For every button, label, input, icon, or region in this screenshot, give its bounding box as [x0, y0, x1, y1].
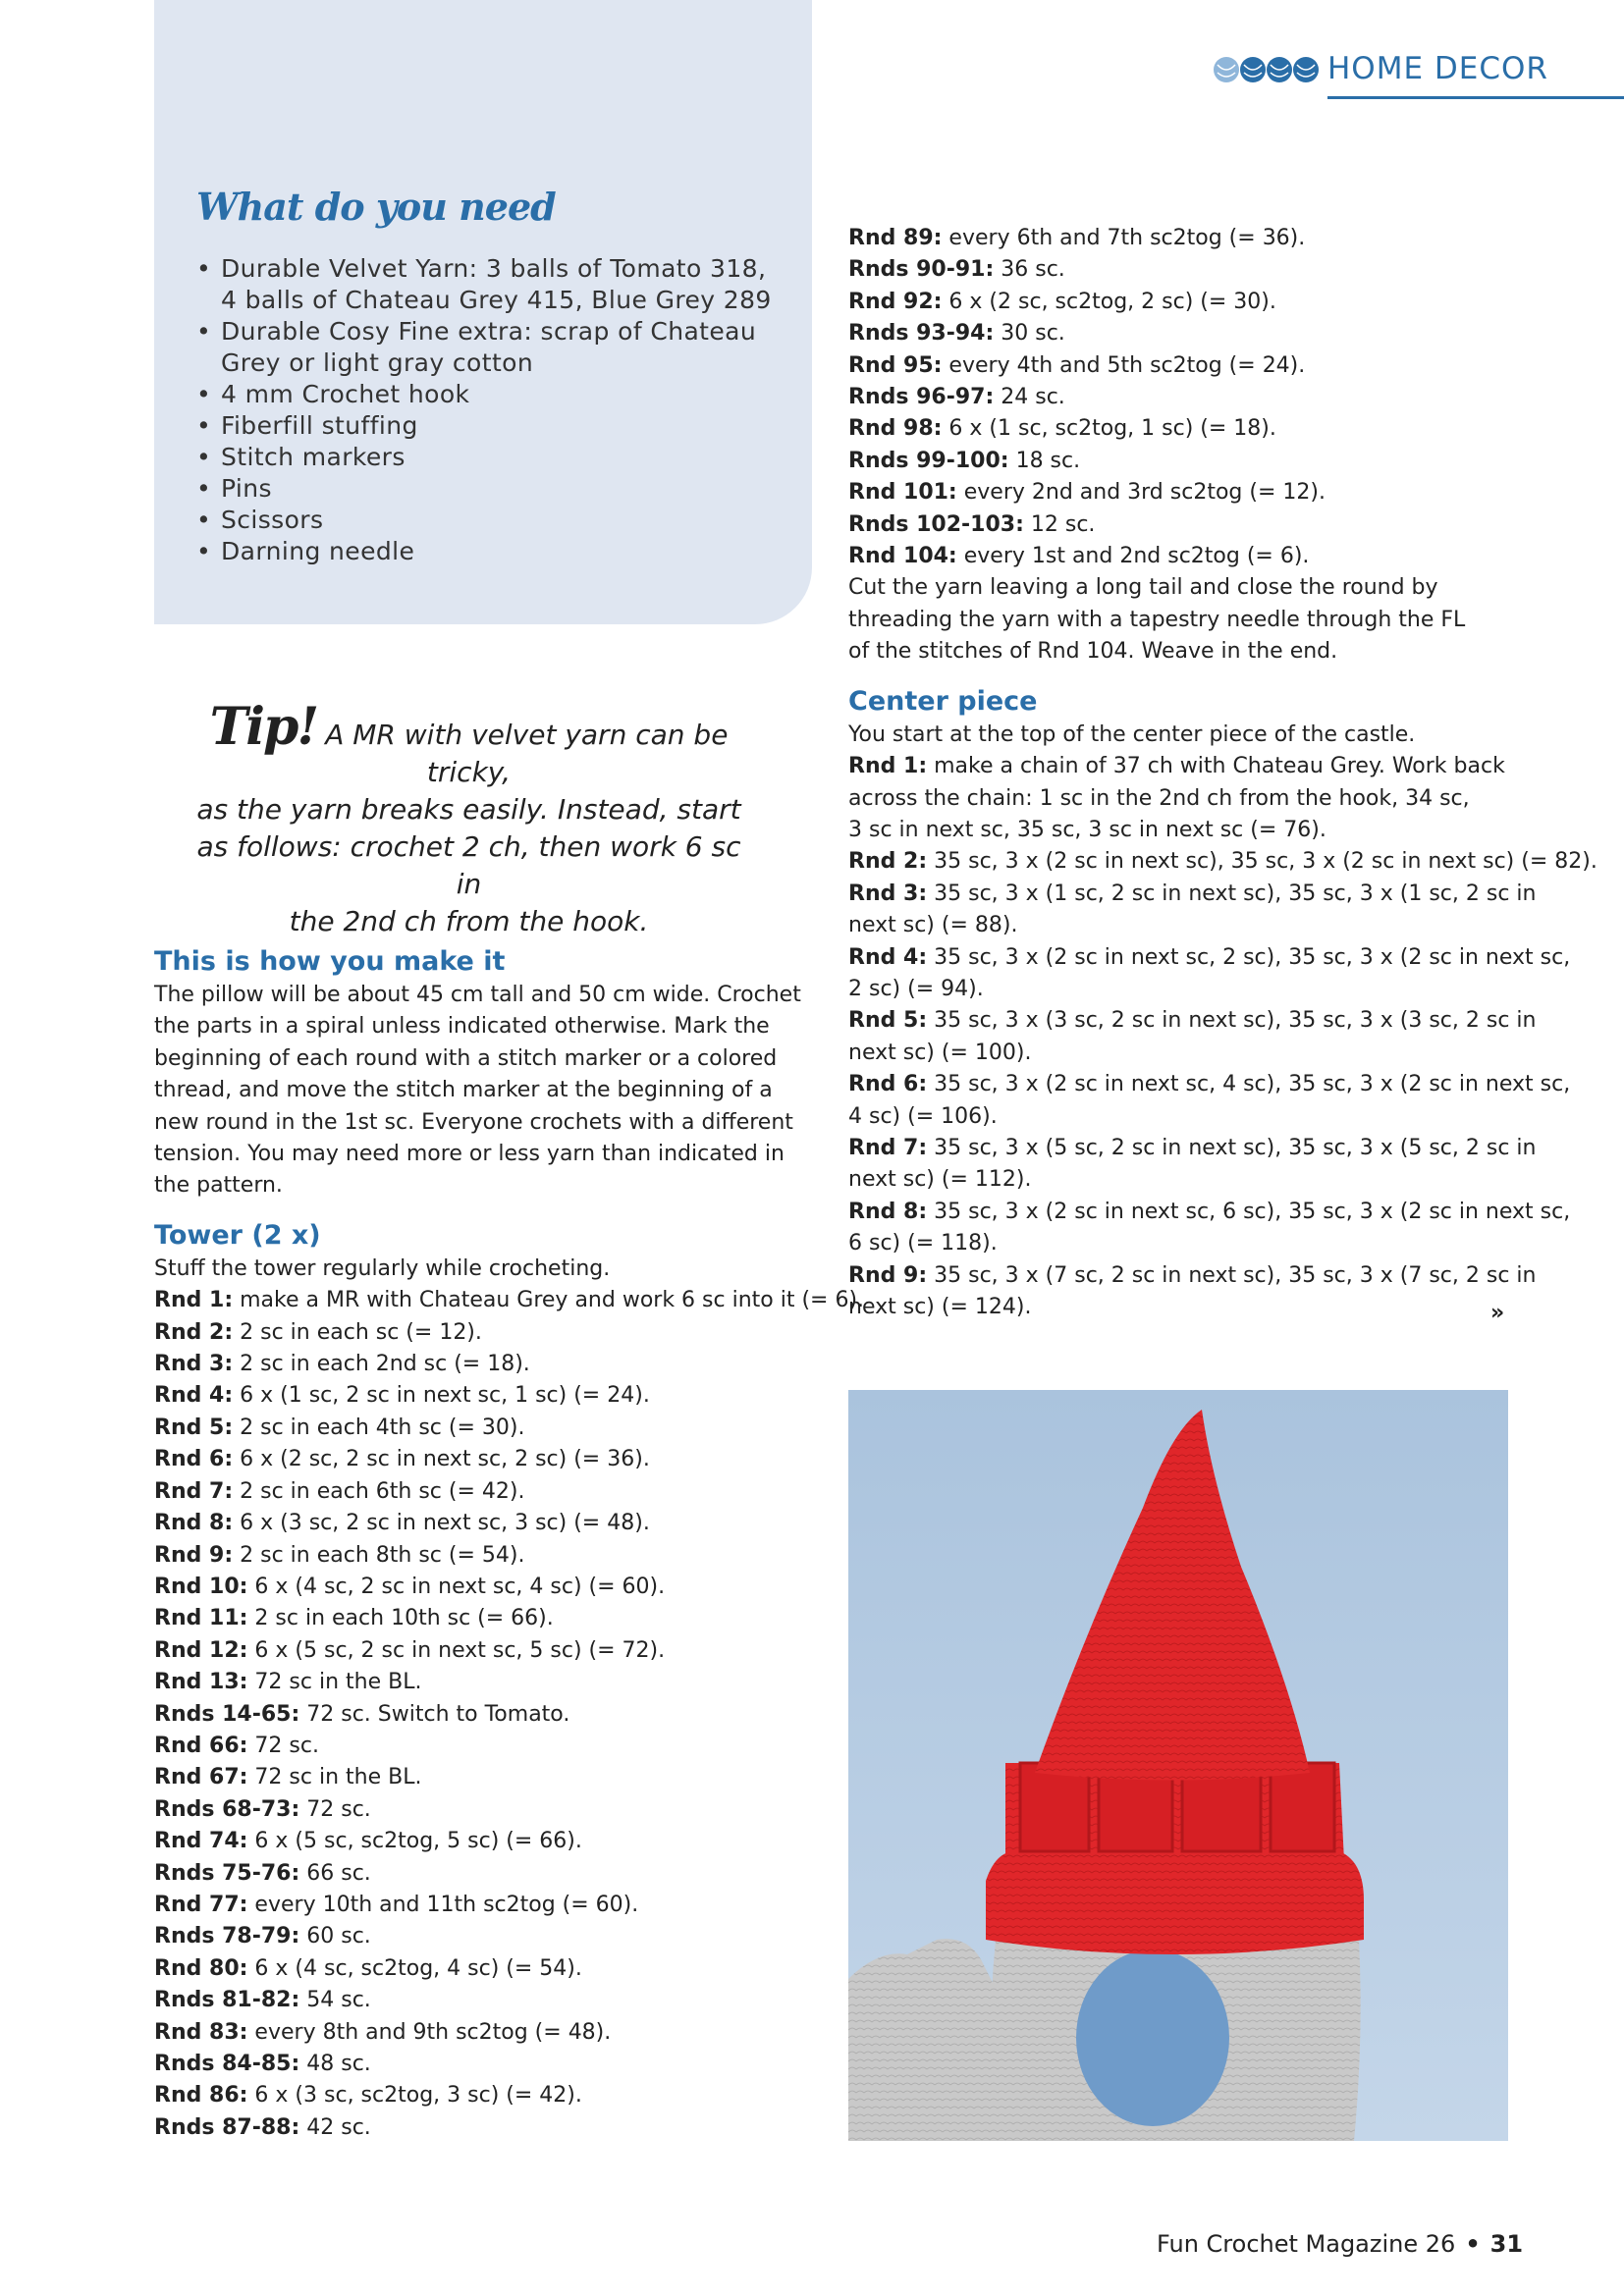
round-instruction: across the chain: 1 sc in the 2nd ch from the hook, 34 sc,: [848, 785, 1470, 811]
round-instruction: Rnd 6: 35 sc, 3 x (2 sc in next sc, 4 sc), 35 sc, 3 x (2 sc in next sc,: [848, 1072, 1571, 1097]
tower-rounds-continued: [848, 223, 1536, 572]
left-column: [154, 944, 865, 2144]
list-item-continued: 4 balls of Chateau Grey 415, Blue Grey 289: [221, 286, 772, 314]
finish-line: threading the yarn with a tapestry needle through the FL: [848, 607, 1466, 632]
center-heading: Center piece: [848, 685, 1038, 717]
round-instruction: 2 sc) (= 94).: [848, 976, 984, 1001]
tower-finish-text: [848, 572, 1536, 667]
round-instruction: Rnds 90-91: 36 sc.: [848, 257, 1065, 283]
round-instruction: Rnd 77: every 10th and 11th sc2tog (= 60).: [154, 1892, 639, 1917]
round-instruction: Rnds 14-65: 72 sc. Switch to Tomato.: [154, 1701, 570, 1727]
round-instruction: Rnd 86: 6 x (3 sc, sc2tog, 3 sc) (= 42).: [154, 2083, 582, 2109]
round-instruction: 4 sc) (= 106).: [848, 1103, 998, 1129]
materials-title: What do you need: [196, 185, 556, 229]
round-instruction: Rnd 8: 35 sc, 3 x (2 sc in next sc, 6 sc), 35 sc, 3 x (2 sc in next sc,: [848, 1199, 1571, 1224]
continued-arrow-icon: »: [1490, 1301, 1505, 1325]
list-item: • Scissors: [196, 505, 785, 536]
center-rounds-list: [848, 751, 1597, 1323]
round-instruction: Rnds 78-79: 60 sc.: [154, 1924, 371, 1949]
tower-rounds-list: [154, 1285, 865, 2144]
paragraph-line: new round in the 1st sc. Everyone crochets with a different: [154, 1109, 793, 1135]
list-item-continued: Grey or light gray cotton: [221, 348, 534, 377]
round-instruction: next sc) (= 124).: [848, 1295, 1032, 1319]
list-item: • Durable Velvet Yarn: 3 balls of Tomato 318,: [196, 253, 785, 285]
tip-line: as follows: crochet 2 ch, then work 6 sc in: [196, 830, 741, 900]
tower-heading: Tower (2 x): [154, 1219, 321, 1251]
castle-tower-illustration: [848, 1390, 1508, 2141]
section-header: [1212, 47, 1624, 102]
round-instruction: Rnd 2: 2 sc in each sc (= 12).: [154, 1319, 482, 1345]
round-instruction: Rnd 92: 6 x (2 sc, sc2tog, 2 sc) (= 30).: [848, 289, 1276, 314]
howto-paragraph: [154, 980, 841, 1202]
center-intro: You start at the top of the center piece of the castle.: [848, 721, 1416, 747]
right-column: [848, 223, 1597, 1323]
round-instruction: Rnd 80: 6 x (4 sc, sc2tog, 4 sc) (= 54).: [154, 1955, 582, 1981]
round-instruction: Rnd 95: every 4th and 5th sc2tog (= 24).: [848, 352, 1306, 378]
round-instruction: Rnd 104: every 1st and 2nd sc2tog (= 6).: [848, 544, 1310, 569]
magazine-title: Fun Crochet Magazine 26: [1157, 2230, 1456, 2258]
round-instruction: Rnd 89: every 6th and 7th sc2tog (= 36).: [848, 226, 1306, 250]
round-instruction: Rnd 5: 2 sc in each 4th sc (= 30).: [154, 1415, 525, 1440]
round-instruction: Rnd 11: 2 sc in each 10th sc (= 66).: [154, 1606, 554, 1631]
round-instruction: Rnd 8: 6 x (3 sc, 2 sc in next sc, 3 sc) (= 48).: [154, 1511, 650, 1536]
round-instruction: Rnds 87-88: 42 sc.: [154, 2114, 371, 2140]
round-instruction: Rnd 98: 6 x (1 sc, sc2tog, 1 sc) (= 18).: [848, 416, 1276, 442]
yarn-balls-icon: [1212, 55, 1320, 84]
finish-line: of the stitches of Rnd 104. Weave in the end.: [848, 639, 1338, 665]
paragraph-line: beginning of each round with a stitch marker or a colored: [154, 1045, 778, 1071]
round-instruction: Rnd 4: 6 x (1 sc, 2 sc in next sc, 1 sc) (= 24).: [154, 1383, 650, 1409]
round-instruction: Rnds 75-76: 66 sc.: [154, 1860, 371, 1886]
round-instruction: Rnd 101: every 2nd and 3rd sc2tog (= 12).: [848, 480, 1326, 506]
round-instruction: Rnd 2: 35 sc, 3 x (2 sc in next sc), 35 sc, 3 x (2 sc in next sc) (= 82).: [848, 849, 1597, 875]
section-title: HOME DECOR: [1327, 51, 1548, 86]
round-instruction: next sc) (= 88).: [848, 913, 1018, 938]
round-instruction: Rnds 93-94: 30 sc.: [848, 321, 1065, 347]
round-instruction: Rnd 83: every 8th and 9th sc2tog (= 48).: [154, 2019, 612, 2045]
round-instruction: Rnd 7: 2 sc in each 6th sc (= 42).: [154, 1478, 525, 1504]
paragraph-line: The pillow will be about 45 cm tall and 50 cm wide. Crochet: [154, 983, 801, 1007]
tower-intro: Stuff the tower regularly while crocheting.: [154, 1255, 611, 1281]
round-instruction: Rnd 4: 35 sc, 3 x (2 sc in next sc, 2 sc), 35 sc, 3 x (2 sc in next sc,: [848, 944, 1571, 970]
round-instruction: 6 sc) (= 118).: [848, 1231, 998, 1256]
paragraph-line: thread, and move the stitch marker at the beginning of a: [154, 1078, 773, 1103]
list-item: • Stitch markers: [196, 442, 785, 473]
round-instruction: Rnd 12: 6 x (5 sc, 2 sc in next sc, 5 sc) (= 72).: [154, 1637, 666, 1663]
round-instruction: Rnd 9: 2 sc in each 8th sc (= 54).: [154, 1542, 525, 1568]
footer-bullet: •: [1465, 2230, 1481, 2258]
tip-box: [191, 697, 746, 940]
round-instruction: Rnds 102-103: 12 sc.: [848, 511, 1096, 537]
tip-line: A MR with velvet yarn can be tricky,: [325, 719, 729, 788]
howto-heading: This is how you make it: [154, 946, 506, 977]
round-instruction: Rnds 81-82: 54 sc.: [154, 1988, 371, 2013]
paragraph-line: tension. You may need more or less yarn than indicated in: [154, 1142, 785, 1167]
round-instruction: 3 sc in next sc, 35 sc, 3 sc in next sc (= 76).: [848, 817, 1326, 842]
round-instruction: next sc) (= 100).: [848, 1040, 1032, 1065]
round-instruction: Rnd 3: 35 sc, 3 x (1 sc, 2 sc in next sc), 35 sc, 3 x (1 sc, 2 sc in: [848, 881, 1537, 906]
list-item: • Darning needle: [196, 536, 785, 567]
page-number: 31: [1489, 2230, 1524, 2258]
list-item: • Durable Cosy Fine extra: scrap of Chateau: [196, 316, 785, 347]
castle-tower-photo: [848, 1390, 1508, 2141]
round-instruction: Rnd 13: 72 sc in the BL.: [154, 1670, 422, 1695]
materials-list: [196, 253, 785, 567]
paragraph-line: the parts in a spiral unless indicated otherwise. Mark the: [154, 1014, 770, 1040]
tip-line: the 2nd ch from the hook.: [289, 905, 649, 937]
list-item: • 4 mm Crochet hook: [196, 379, 785, 410]
round-instruction: Rnd 1: make a chain of 37 ch with Chateau Grey. Work back: [848, 754, 1505, 779]
list-item: • Pins: [196, 473, 785, 505]
round-instruction: Rnd 10: 6 x (4 sc, 2 sc in next sc, 4 sc) (= 60).: [154, 1574, 666, 1599]
tip-line: as the yarn breaks easily. Instead, start: [196, 793, 741, 826]
round-instruction: Rnds 68-73: 72 sc.: [154, 1796, 371, 1822]
round-instruction: Rnd 5: 35 sc, 3 x (3 sc, 2 sc in next sc), 35 sc, 3 x (3 sc, 2 sc in: [848, 1008, 1537, 1034]
round-instruction: Rnd 67: 72 sc in the BL.: [154, 1765, 422, 1790]
list-item: • Fiberfill stuffing: [196, 410, 785, 442]
round-instruction: Rnd 7: 35 sc, 3 x (5 sc, 2 sc in next sc), 35 sc, 3 x (5 sc, 2 sc in: [848, 1135, 1537, 1160]
round-instruction: Rnd 3: 2 sc in each 2nd sc (= 18).: [154, 1352, 530, 1377]
round-instruction: Rnds 84-85: 48 sc.: [154, 2052, 371, 2076]
round-instruction: Rnd 1: make a MR with Chateau Grey and work 6 sc into it (= 6).: [154, 1288, 865, 1313]
round-instruction: next sc) (= 112).: [848, 1167, 1032, 1193]
round-instruction: Rnd 66: 72 sc.: [154, 1733, 319, 1758]
round-instruction: Rnds 99-100: 18 sc.: [848, 448, 1081, 473]
finish-line: Cut the yarn leaving a long tail and close the round by: [848, 575, 1438, 601]
round-instruction: Rnd 74: 6 x (5 sc, sc2tog, 5 sc) (= 66).: [154, 1829, 582, 1854]
header-rule: [1327, 96, 1624, 99]
round-instruction: Rnd 9: 35 sc, 3 x (7 sc, 2 sc in next sc), 35 sc, 3 x (7 sc, 2 sc in: [848, 1262, 1537, 1288]
page-footer: [1157, 2230, 1589, 2258]
tip-label: Tip!: [209, 697, 318, 757]
paragraph-line: the pattern.: [154, 1173, 283, 1199]
round-instruction: Rnds 96-97: 24 sc.: [848, 385, 1065, 410]
round-instruction: Rnd 6: 6 x (2 sc, 2 sc in next sc, 2 sc) (= 36).: [154, 1447, 650, 1472]
